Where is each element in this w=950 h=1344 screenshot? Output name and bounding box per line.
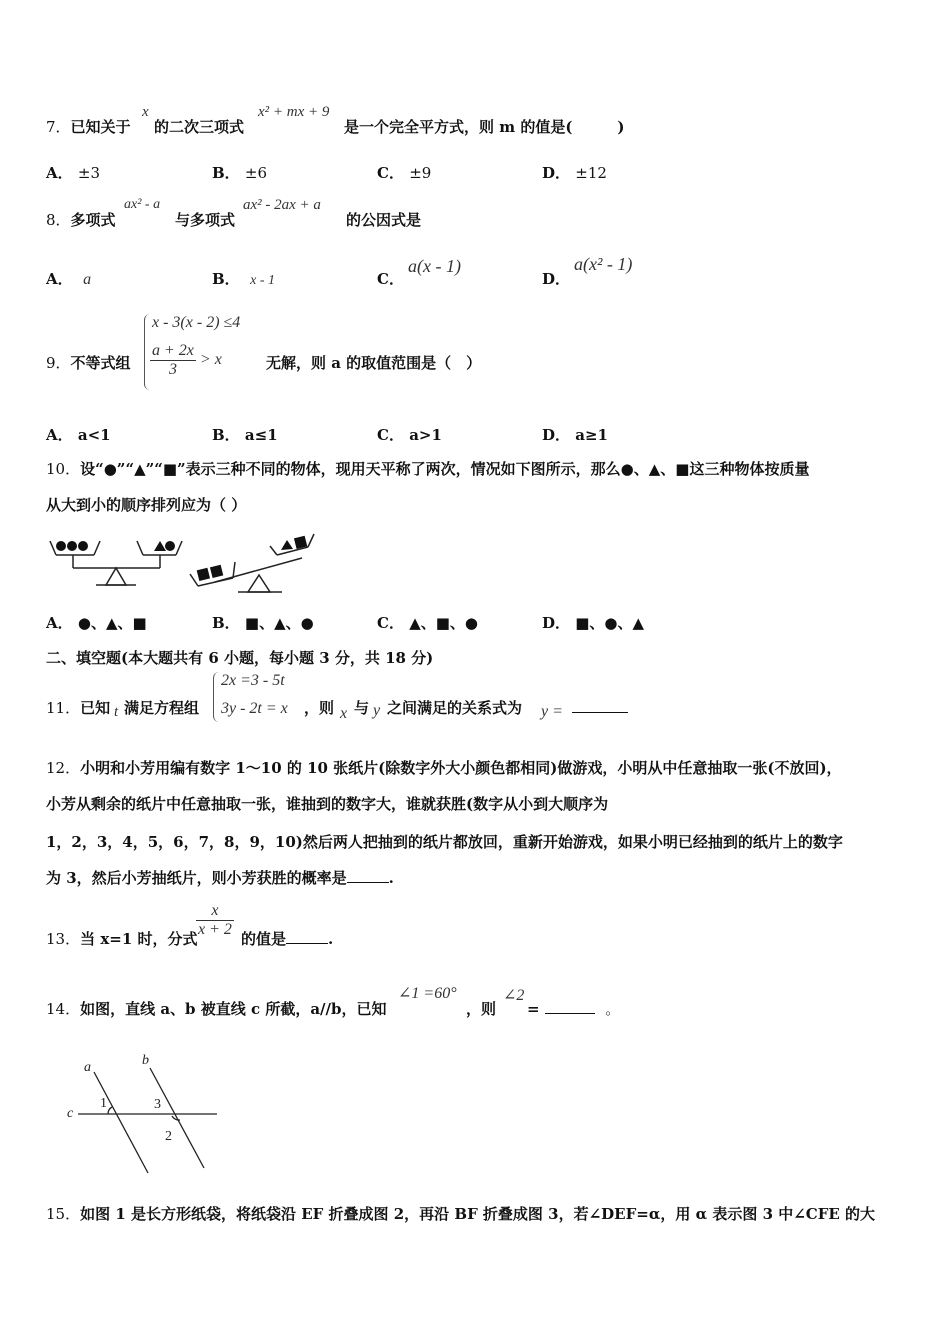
q11-text-mid: 满足方程组 bbox=[124, 699, 200, 717]
q8-expr2: ax² - 2ax + a bbox=[243, 197, 321, 213]
q9-option-b: B． a≤1 bbox=[212, 426, 278, 444]
q11-text-post: 之间满足的关系式为 bbox=[387, 699, 523, 717]
q8-text-post: 的公因式是 bbox=[346, 211, 422, 229]
q9-option-a: A． a<1 bbox=[46, 426, 111, 444]
q12-line3: 1，2，3，4，5，6，7，8，9，10)然后两人把抽到的纸片都放回，重新开始游戏，如果小明已经抽到的纸片上的数字 bbox=[46, 833, 843, 851]
q10-option-b: B． ■、▲、● bbox=[212, 614, 314, 632]
q11-answer-prefix: y = bbox=[541, 703, 563, 720]
q14-answer: = 。 bbox=[527, 1000, 621, 1018]
q7-text-post: 是一个完全平方式，则 m 的值是( ) bbox=[344, 118, 625, 136]
q7-option-b: B． ±6 bbox=[212, 164, 268, 182]
q9-line1: x - 3(x - 2) ≤4 bbox=[152, 314, 241, 331]
q7-option-c: C． ±9 bbox=[377, 164, 432, 182]
q8-option-b: B． x - 1 bbox=[212, 270, 276, 288]
q9-number: 9． bbox=[46, 354, 71, 372]
fig-label-c: c bbox=[67, 1106, 74, 1121]
q9-text-post: 无解，则 a 的取值范围是（ ） bbox=[266, 354, 482, 372]
q11-stem: 11．已知 bbox=[46, 699, 111, 717]
line-a bbox=[94, 1072, 148, 1173]
q11-var-t: t bbox=[114, 704, 119, 720]
q7-var: x bbox=[142, 104, 149, 120]
q10-option-c: C． ▲、■、● bbox=[377, 614, 478, 632]
q10-option-a: A． ●、▲、■ bbox=[46, 614, 147, 632]
q10-option-d: D． ■、●、▲ bbox=[542, 614, 645, 632]
q8-text-mid: 与多项式 bbox=[175, 211, 236, 229]
q7-expr: x² + mx + 9 bbox=[258, 104, 330, 120]
q9-option-d: D． a≥1 bbox=[542, 426, 608, 444]
q10-line2: 从大到小的顺序排列应为（ ） bbox=[46, 496, 247, 514]
q12-line4: 为 3，然后小芳抽纸片，则小芳获胜的概率是 . bbox=[46, 869, 394, 887]
q8-option-c: C． bbox=[377, 270, 404, 288]
q8-option-d: D． bbox=[542, 270, 571, 288]
q15-line1: 15．如图 1 是长方形纸袋，将纸袋沿 EF 折叠成图 2，再沿 BF 折叠成图 3，若∠DEF=α，用 α 表示图 3 中∠CFE 的大 bbox=[46, 1205, 876, 1223]
q8-text-pre: 多项式 bbox=[70, 211, 116, 229]
q11-var-x: x bbox=[340, 705, 348, 722]
q13-text-post: 的值是 . bbox=[241, 930, 334, 948]
fig-label-1: 1 bbox=[100, 1096, 107, 1111]
q11-eq1: 2x =3 - 5t bbox=[221, 672, 285, 689]
q12-line2: 小芳从剩余的纸片中任意抽取一张，谁抽到的数字大，谁就获胜(数字从小到大顺序为 bbox=[46, 795, 609, 813]
q9-option-c: C． a>1 bbox=[377, 426, 442, 444]
q8-expr1: ax² - a bbox=[124, 197, 161, 212]
q9-text-pre: 不等式组 bbox=[70, 354, 131, 372]
q13-frac-num: x bbox=[196, 902, 234, 921]
q7-option-a: A． ±3 bbox=[46, 164, 100, 182]
q11-and: 与 bbox=[354, 699, 370, 717]
q10-line1: 10．设“●”“▲”“■”表示三种不同的物体，现用天平称了两次，情况如下图所示，那么●、▲、■这三种物体按质量 bbox=[46, 460, 810, 478]
q7-number: 7． bbox=[46, 118, 71, 136]
fig-label-2: 2 bbox=[165, 1129, 172, 1144]
fig-label-b: b bbox=[142, 1053, 149, 1068]
q7-option-d: D． ±12 bbox=[542, 164, 607, 182]
q11-comma: ，则 bbox=[304, 699, 335, 717]
section-heading: 二、填空题(本大题共有 6 小题，每小题 3 分，共 18 分) bbox=[46, 649, 434, 667]
q7-text-pre: 已知关于 bbox=[70, 118, 131, 136]
q11-var-y: y bbox=[373, 702, 381, 719]
angle-1-arc bbox=[108, 1107, 112, 1114]
line-b bbox=[150, 1068, 204, 1168]
q13-frac-den: x + 2 bbox=[198, 921, 232, 938]
fig-label-3: 3 bbox=[154, 1097, 161, 1112]
q8-option-a: A． a bbox=[46, 270, 92, 288]
fig-label-a: a bbox=[84, 1060, 91, 1075]
q14-text-mid: ，则 bbox=[466, 1000, 497, 1018]
q9-frac-num: a + 2x bbox=[152, 342, 194, 359]
q14-given: ∠1 =60° bbox=[398, 985, 457, 1002]
q8-option-c-expr: a(x - 1) bbox=[408, 256, 461, 276]
q8-option-d-expr: a(x² - 1) bbox=[574, 254, 633, 274]
q11-eq2: 3y - 2t = x bbox=[221, 700, 288, 717]
q12-line1: 12．小明和小芳用编有数字 1～10 的 10 张纸片(除数字外大小颜色都相同)做游戏，小明从中任意抽取一张(不放回)， bbox=[46, 759, 842, 777]
q14-stem: 14．如图，直线 a、b 被直线 c 所截，a//b，已知 bbox=[46, 1000, 387, 1018]
q9-frac-rel: > x bbox=[199, 351, 222, 369]
q13-stem: 13．当 x=1 时，分式 bbox=[46, 930, 198, 948]
q7-text-mid: 的二次三项式 bbox=[154, 118, 245, 136]
q14-ask: ∠2 bbox=[503, 987, 525, 1004]
q9-frac-den: 3 bbox=[168, 361, 177, 378]
q8-number: 8． bbox=[46, 211, 71, 229]
